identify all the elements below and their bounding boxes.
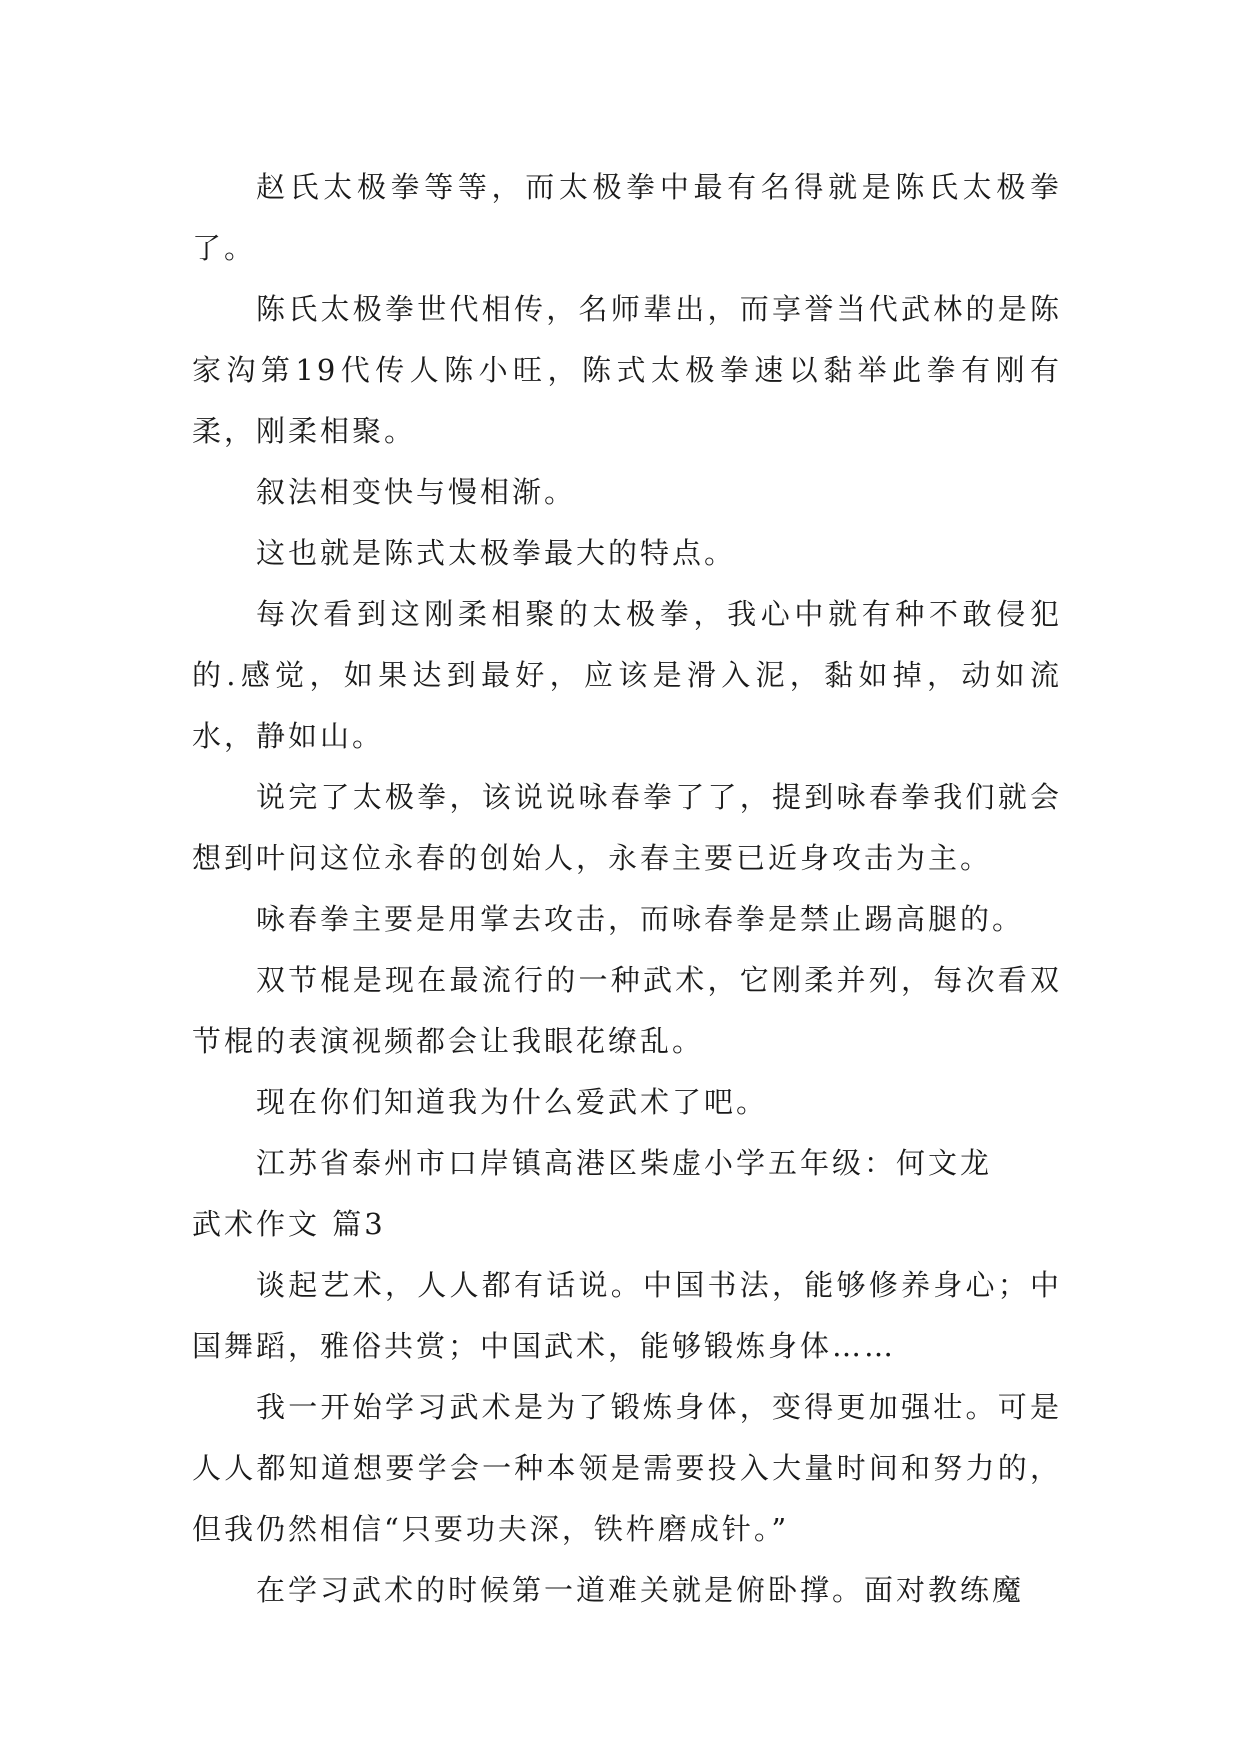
paragraph: 谈起艺术，人人都有话说。中国书法，能够修养身心；中国舞蹈，雅俗共赏；中国武术，能够锻炼身体…… <box>192 1268 1062 1363</box>
paragraph: 这也就是陈式太极拳最大的特点。 <box>256 536 737 570</box>
section-heading: 武术作文 篇3 <box>192 1207 386 1241</box>
paragraph: 叙法相变快与慢相渐。 <box>256 475 577 509</box>
paragraph: 陈氏太极拳世代相传，名师辈出，而享誉当代武林的是陈家沟第19代传人陈小旺，陈式太极拳速以黏举此拳有刚有柔，刚柔相聚。 <box>192 292 1062 448</box>
paragraph: 咏春拳主要是用掌去攻击，而咏春拳是禁止踢高腿的。 <box>256 902 1025 936</box>
paragraph: 赵氏太极拳等等，而太极拳中最有名得就是陈氏太极拳了。 <box>192 170 1062 265</box>
document-body <box>192 157 1062 1621</box>
paragraph: 我一开始学习武术是为了锻炼身体，变得更加强壮。可是人人都知道想要学会一种本领是需要投入大量时间和努力的，但我仍然相信“只要功夫深，铁杵磨成针。” <box>192 1390 1062 1546</box>
paragraph: 双节棍是现在最流行的一种武术，它刚柔并列，每次看双节棍的表演视频都会让我眼花缭乱。 <box>192 963 1062 1058</box>
paragraph: 说完了太极拳，该说说咏春拳了了，提到咏春拳我们就会想到叶问这位永春的创始人，永春主要已近身攻击为主。 <box>192 780 1062 875</box>
paragraph: 现在你们知道我为什么爱武术了吧。 <box>256 1085 769 1119</box>
author-line: 江苏省泰州市口岸镇高港区柴虚小学五年级：何文龙 <box>256 1146 993 1180</box>
paragraph: 每次看到这刚柔相聚的太极拳，我心中就有种不敢侵犯的.感觉，如果达到最好，应该是滑入泥，黏如掉，动如流水，静如山。 <box>192 597 1062 753</box>
paragraph: 在学习武术的时候第一道难关就是俯卧撑。面对教练魔 <box>256 1573 1025 1607</box>
